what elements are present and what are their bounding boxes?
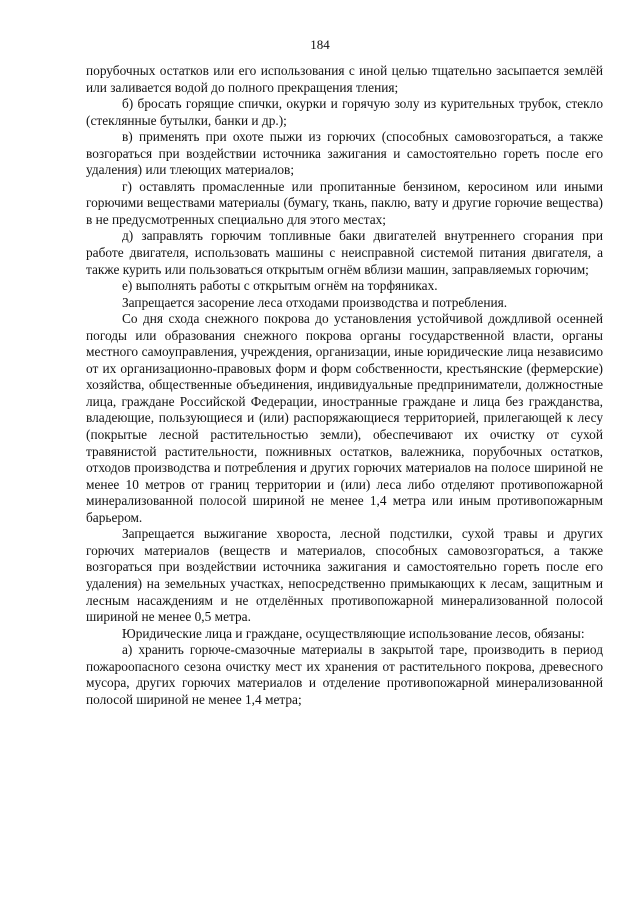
paragraph-burning-prohibition: Запрещается выжигание хвороста, лесной подстилки, сухой травы и других горючих материалов (веществ и материалов, способных самовозгораться, а также возгораться при воздействии источника зажигания и самостоятельно гореть после его удаления) на земельных участках, непосредственно примыкающих к лесам, защитным и лесным насаждениям и не отделённых противопожарной минерализованной полосой шириной не менее 0,5 метра.	[86, 526, 603, 625]
paragraph-obligations-intro: Юридические лица и граждане, осуществляющие использование лесов, обязаны:	[122, 625, 585, 641]
paragraph-clearing-obligation: Со дня схода снежного покрова до установления устойчивой дождливой осенней погоды или образования снежного покрова органы государственной власти, органы местного самоуправления, учреждения, организации, иные юридические лица независимо от их организационно-правовых форм и форм собственности, крестьянские (фермерские) хозяйства, общественные объединения, индивидуальные предприниматели, должностные лица, граждане Российской Федерации, иностранные граждане и лица без гражданства, владеющие, пользующиеся и (или) распоряжающиеся территорией, прилегающей к лесу (покрытые лесной растительностью земли), обеспечивают их очистку от сухой травянистой растительности, пожнивных остатков, валежника, порубочных остатков, отходов производства и потребления и других горючих материалов на полосе шириной не менее 10 метров от границ территории и (или) леса либо отделяют противопожарной минерализованной полосой шириной не менее 1,4 метра или иным противопожарным барьером.	[86, 311, 603, 525]
list-item-b: б) бросать горящие спички, окурки и горячую золу из курительных трубок, стекло (стеклянные бутылки, банки и др.);	[86, 96, 603, 128]
document-body	[86, 63, 603, 708]
page-number: 184	[310, 37, 330, 52]
paragraph-waste-prohibition: Запрещается засорение леса отходами производства и потребления.	[122, 294, 508, 310]
list-item-e: е) выполнять работы с открытым огнём на торфяниках.	[122, 278, 438, 294]
list-item-d: д) заправлять горючим топливные баки двигателей внутреннего сгорания при работе двигателя, использовать машины с неисправной системой питания двигателя, а также курить или пользоваться открытым огнём вблизи машин, заправляемых горючим;	[86, 228, 603, 277]
list-item-a: а) хранить горюче-смазочные материалы в закрытой таре, производить в период пожароопасного сезона очистку мест их хранения от растительного покрова, древесного мусора, других горючих материалов и отделение противопожарной минерализованной полосой шириной не менее 1,4 метра;	[86, 642, 603, 707]
paragraph-continuation: порубочных остатков или его использования с иной целью тщательно засыпается землёй или заливается водой до полного прекращения тления;	[86, 63, 603, 95]
list-item-v: в) применять при охоте пыжи из горючих (способных самовозгораться, а также возгораться при воздействии источника зажигания и самостоятельно гореть после его удаления) или тлеющих материалов;	[86, 129, 603, 178]
list-item-g: г) оставлять промасленные или пропитанные бензином, керосином или иными горючими веществами материалы (бумагу, ткань, паклю, вату и другие горючие вещества) в не предусмотренных специально для этого местах;	[86, 178, 603, 227]
